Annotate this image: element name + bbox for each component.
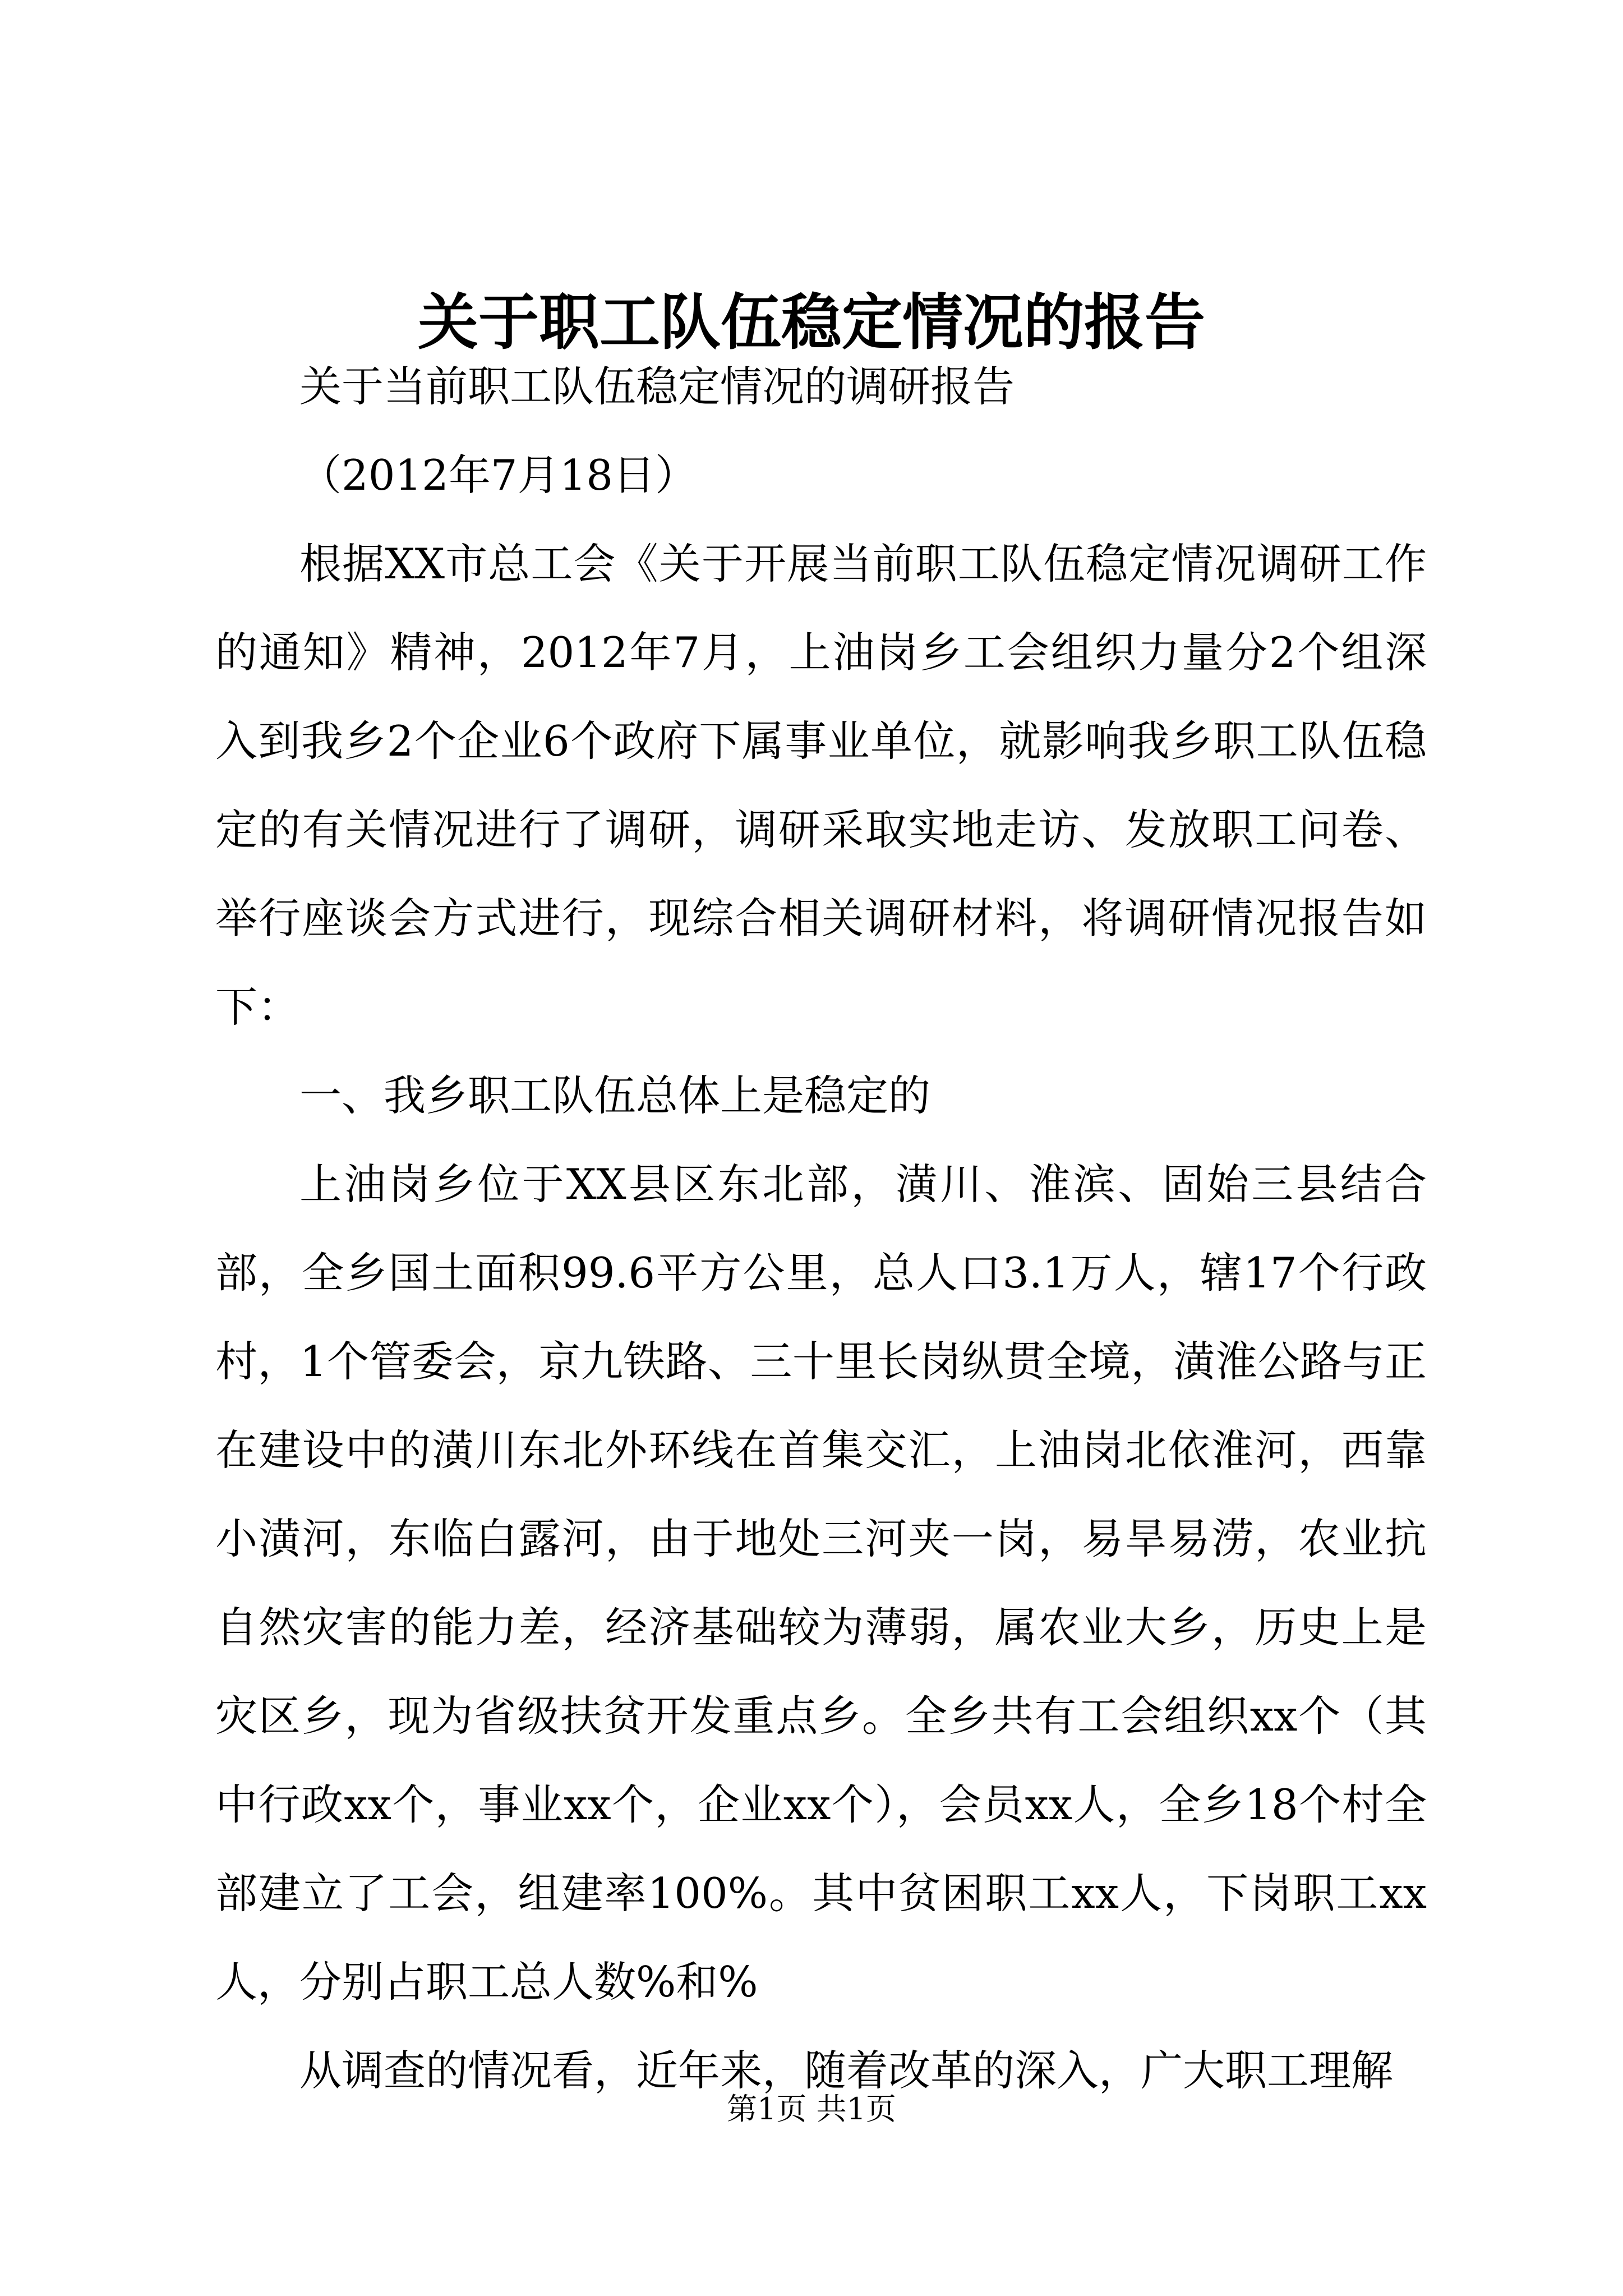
date-paragraph: （2012年7月18日）	[299, 450, 698, 500]
document-body	[215, 342, 1427, 2115]
background-paragraph: 上油岗乡位于XX县区东北部，潢川、淮滨、固始三县结合部，全乡国土面积99.6平方公里，总人口3.1万人，辖17个行政村，1个管委会，京九铁路、三十里长岗纵贯全境，潢淮公路与正在建设中的潢川东北外环线在首集交汇，上油岗北依淮河，西靠小潢河，东临白露河，由于地处三河夹一岗，易旱易涝，农业抗自然灾害的能力差，经济基础较为薄弱，属农业大乡，历史上是灾区乡，现为省级扶贫开发重点乡。全乡共有工会组织xx个（其中行政xx个，事业xx个，企业xx个），会员xx人，全乡18个村全部建立了工会，组建率100%。其中贫困职工xx人，下岗职工xx人，分别占职工总人数%和%	[215, 1159, 1427, 2007]
intro-paragraph: 根据XX市总工会《关于开展当前职工队伍稳定情况调研工作的通知》精神，2012年7月，上油岗乡工会组织力量分2个组深入到我乡2个企业6个政府下属事业单位，就影响我乡职工队伍稳定的有关情况进行了调研，调研采取实地走访、发放职工问卷、举行座谈会方式进行，现综合相关调研材料，将调研情况报告如下：	[215, 539, 1427, 1032]
findings-paragraph: 从调查的情况看，近年来，随着改革的深入，广大职工理解	[299, 2046, 1394, 2095]
subtitle-paragraph: 关于当前职工队伍稳定情况的调研报告	[299, 362, 1015, 411]
section-heading-1: 一、我乡职工队伍总体上是稳定的	[299, 1071, 931, 1120]
document-title: 关于职工队伍稳定情况的报告	[417, 287, 1205, 358]
page-number-footer: 第1页 共1页	[727, 2091, 896, 2127]
